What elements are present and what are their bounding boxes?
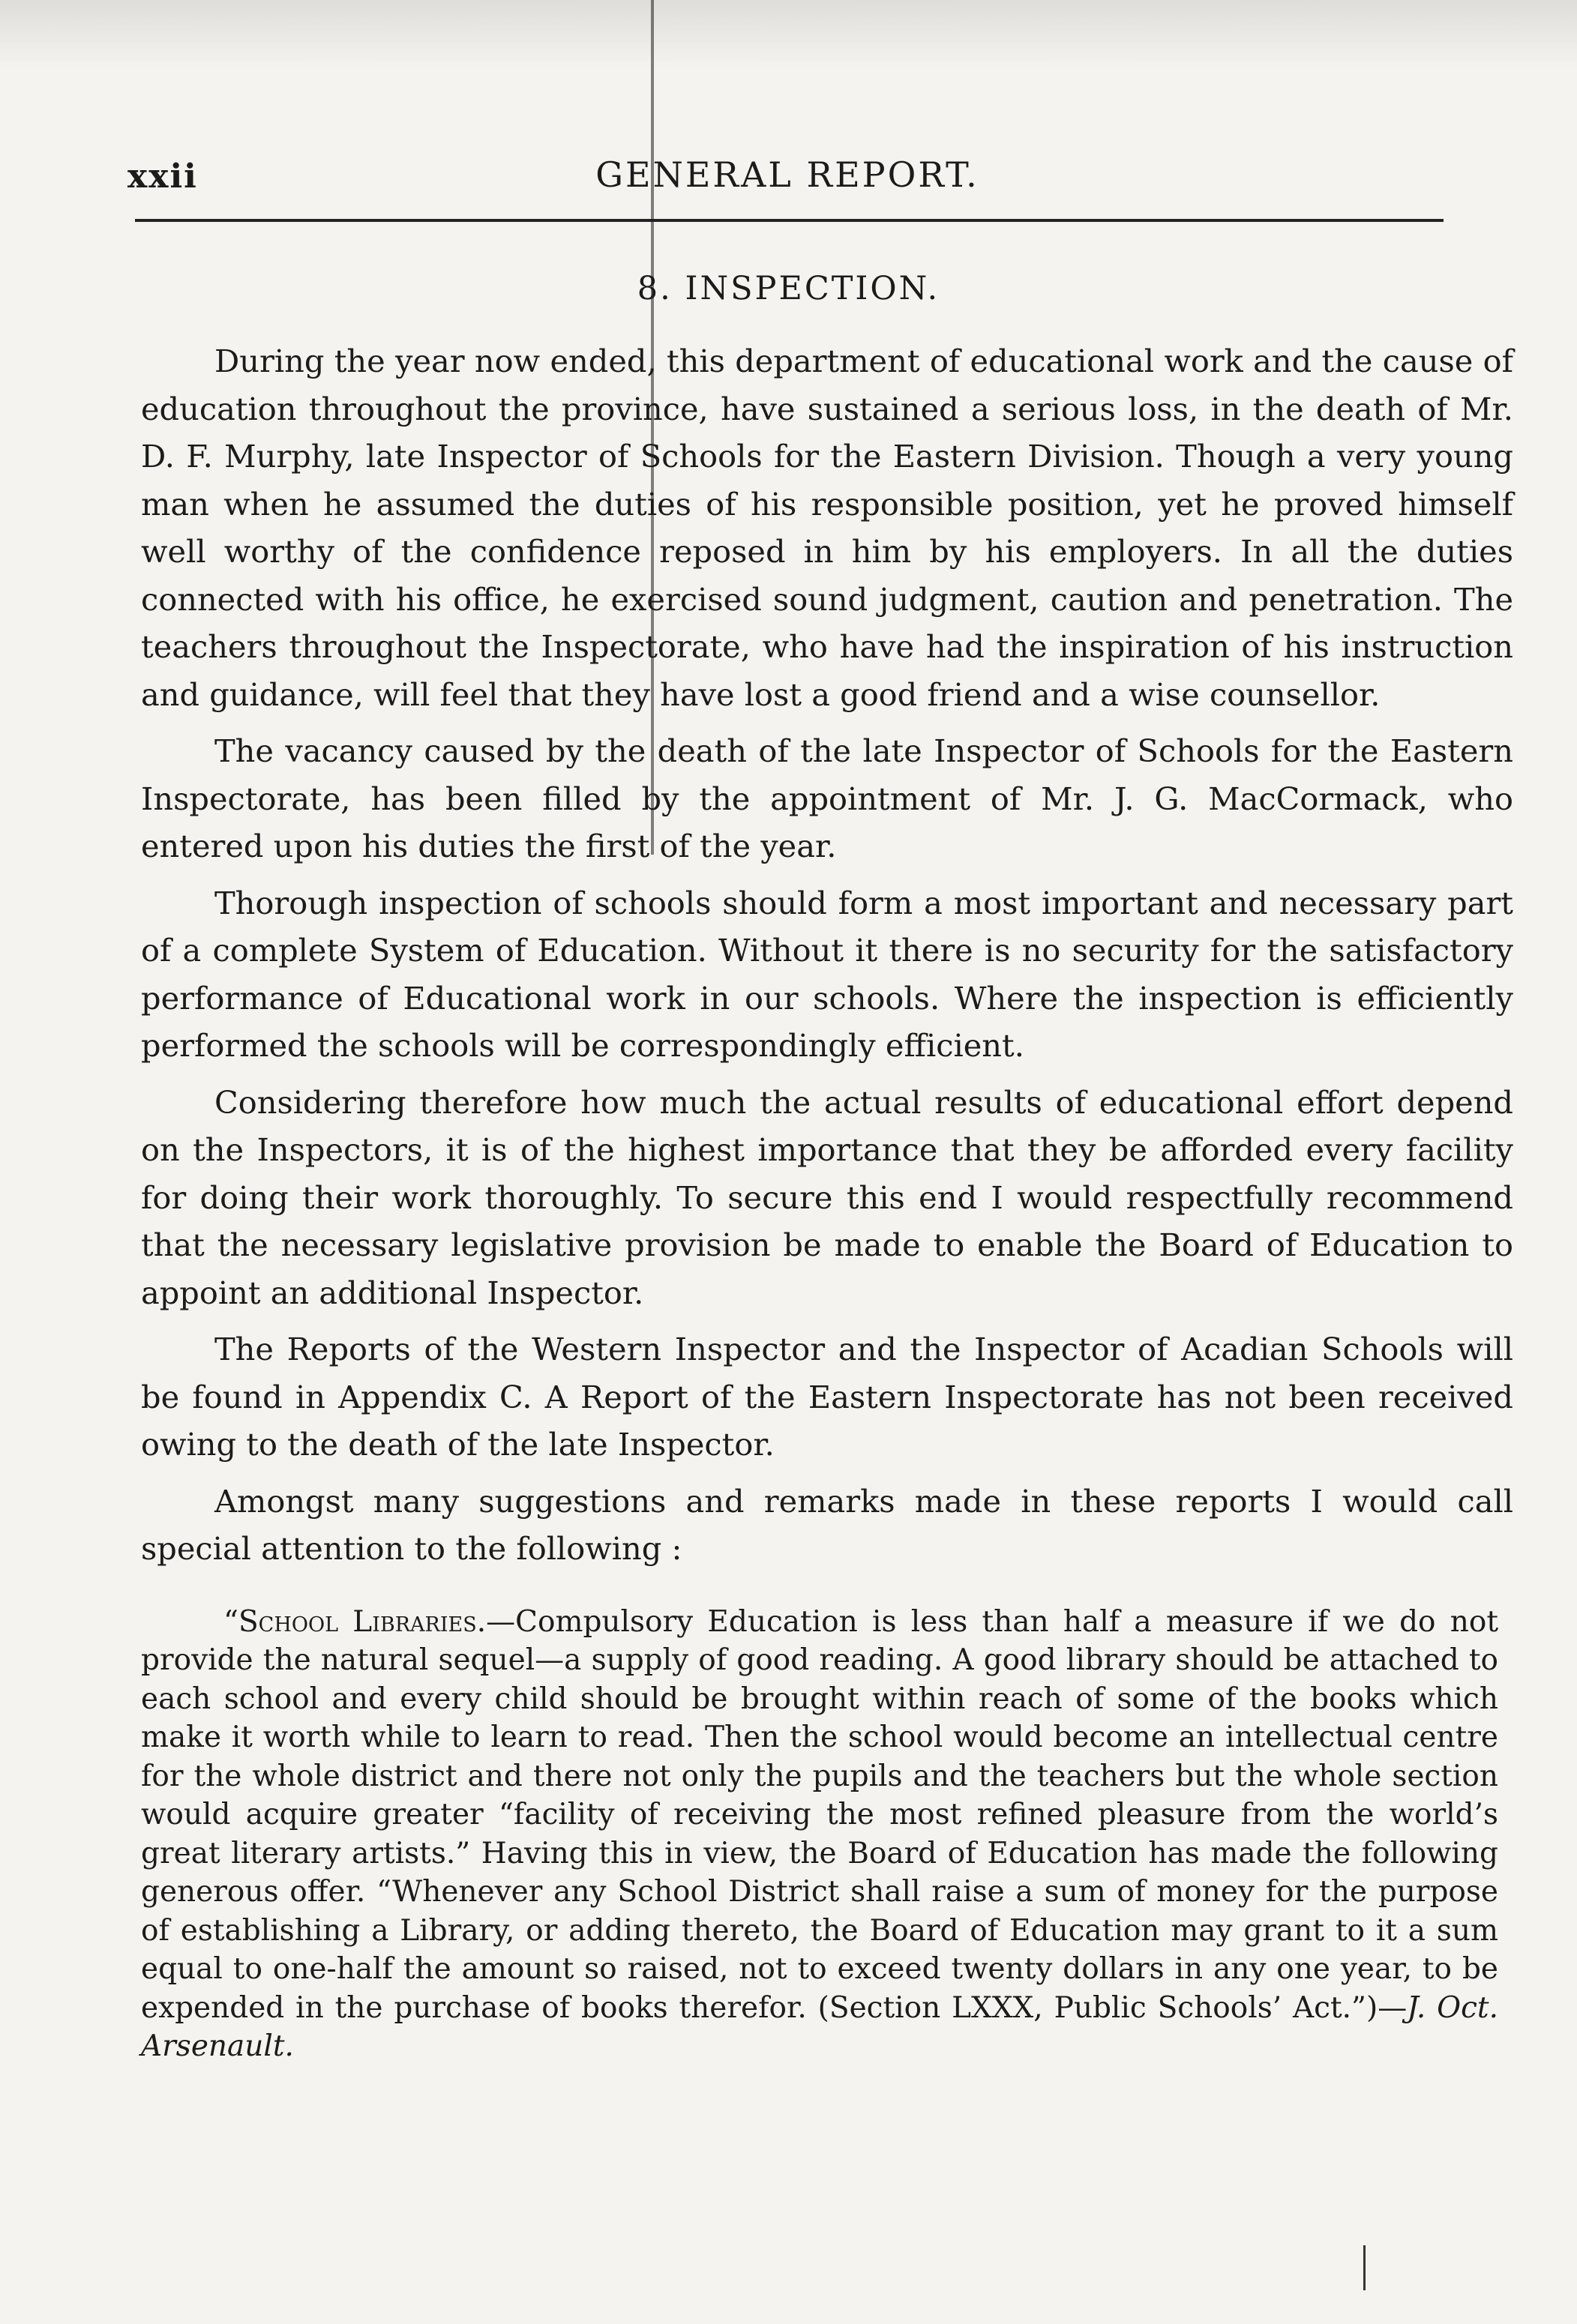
header-rule <box>135 219 1444 222</box>
paragraph: Amongst many suggestions and remarks made in these reports I would call special attention to the following : <box>141 1482 1513 1567</box>
quote-lead-heading: School Libraries. <box>238 1604 487 1639</box>
page-header <box>127 150 1447 210</box>
scan-mark <box>1363 2245 1366 2290</box>
running-head: GENERAL REPORT. <box>595 154 979 195</box>
body-text <box>141 337 1513 2066</box>
paragraph: The Reports of the Western Inspector and the Inspector of Acadian Schools will be found in Appendix C. A Report of the Eastern Inspectorate has not been received owing to the death of the late Inspector. <box>141 1331 1513 1463</box>
quote-attribution: J. Oct. Arsenault. <box>141 1990 1498 2063</box>
scan-edge-shadow <box>0 0 1577 67</box>
paragraph: Thorough inspection of schools should form a most important and necessary part of a complete System of Education. Without it there is no security for the satisfactory performance of Educational work in our schools. Where the inspection is efficiently performed the schools will be correspondingly efficient. <box>141 884 1513 1064</box>
paragraph: During the year now ended, this department of educational work and the cause of education throughout the province, have sustained a serious loss, in the death of Mr. D. F. Murphy, late Inspector of Schools for the Eastern Division. Though a very young man when he assumed the duties of his responsible position, yet he proved himself well worthy of the confidence reposed in him by his employers. In all the duties connected with his office, he exercised sound judgment, caution and penetration. The teachers throughout the Inspectorate, who have had the inspiration of his instruction and guidance, will feel that they have lost a good friend and a wise counsellor. <box>141 343 1513 713</box>
quote-paragraph <box>141 1603 1498 2066</box>
block-quote <box>141 1603 1498 2066</box>
paragraph: Considering therefore how much the actual results of educational effort depend on the Inspectors, it is of the highest importance that they be afforded every facility for doing their work thoroughly. To secure this end I would respectfully recommend that the necessary legislative provision be made to enable the Board of Education to appoint an additional Inspector. <box>141 1083 1513 1311</box>
quote-open-mark: “ <box>223 1604 238 1639</box>
paragraph: The vacancy caused by the death of the late Inspector of Schools for the Eastern Inspectorate, has been filled by the appointment of Mr. J. G. MacCormack, who entered upon his duties the first of the year. <box>141 732 1513 864</box>
quote-text: —Compulsory Education is less than half a measure if we do not provide the natural sequel—a supply of good reading. A good library should be attached to each school and every child should be brought within reach of some of the books which make it worth while to learn to read. Then the school would become an intellectual centre for the whole district and there not only the pupils and the teachers but the whole section would acquire greater “facility of receiving the most refined pleasure from the world’s great literary artists.” Having this in view, the Board of Education has made the following generous offer. “Whenever any School District shall raise a sum of money for the purpose of establishing a Library, or adding thereto, the Board of Education may grant to it a sum equal to one-half the amount so raised, not to exceed twenty dollars in any one year, to be expended in the purchase of books therefor. (Section LXXX, Public Schools’ Act.”)— <box>141 1604 1499 2025</box>
page-number: xxii <box>127 157 198 196</box>
section-heading: 8. INSPECTION. <box>637 270 940 307</box>
